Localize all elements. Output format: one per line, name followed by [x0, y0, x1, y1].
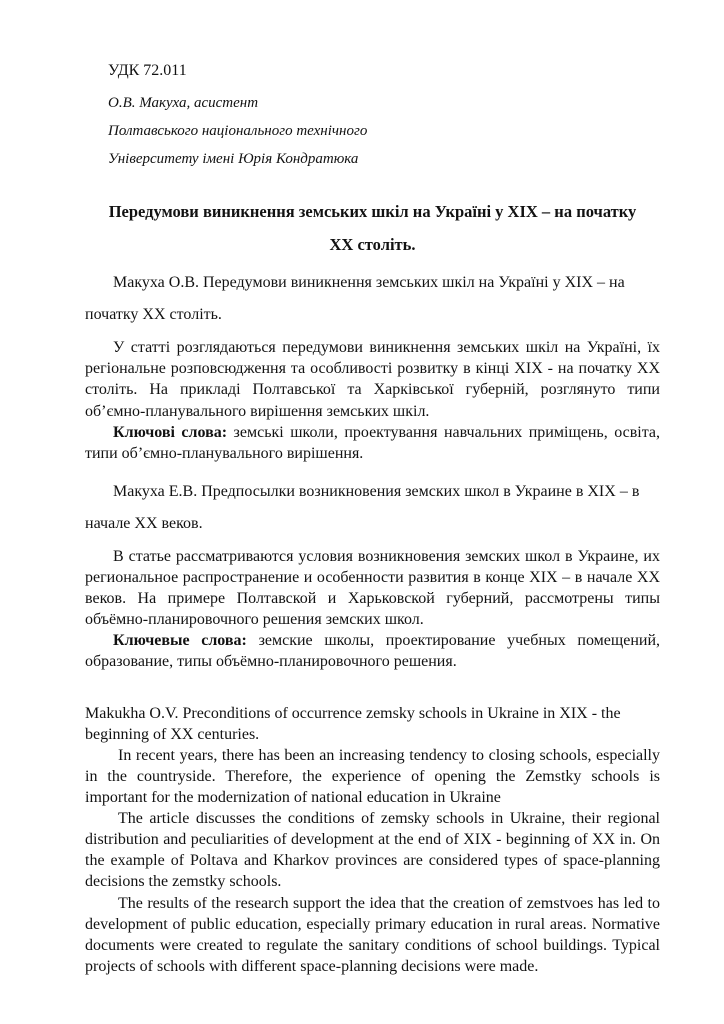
ru-keywords [85, 630, 660, 672]
en-paragraph-2: The article discusses the conditions of zemsky schools in Ukraine, their regional distribution and peculiarities of development at the end of XIX - beginning of XX in. On the example of Poltava and Kharkov provinces are considered types of space-planning decisions the zemstky schools. [85, 810, 660, 891]
english-abstract-section [85, 703, 660, 977]
ua-keywords-text: земські школи, проектування навчальних приміщень, освіта, типи об’ємно-планувального вирішення. [85, 423, 661, 462]
author-block [108, 90, 660, 173]
en-paragraph-1: In recent years, there has been an increasing tendency to closing schools, especially in the countryside. Therefore, the experience of opening the Zemstky schools is important for the modernization of national education in Ukraine [85, 746, 660, 806]
ru-keywords-text: земские школы, проектирование учебных помещений, образование, типы объёмно-планировочного решения. [85, 632, 661, 671]
author-name-line: О.В. Макуха, асистент [108, 95, 259, 111]
ua-keywords [85, 422, 660, 464]
ru-abstract: В статье рассматриваются условия возникновения земских школ в Украине, их региональное распространение и особенности развития в конце XIX – в начале XX веков. На примере Полтавской и Харьковской губерний, рассмотрены типы объёмно-планировочного решения земских школ. [85, 547, 660, 629]
ua-keywords-label: Ключові слова: [113, 423, 228, 441]
ua-abstract: У статті розглядаються передумови виникнення земських шкіл на Україні, їх регіональне розповсюдження та особливості розвитку в кінці XIX - на початку XX століть. На прикладі Полтавської та Харківської губерній, розглянуто типи об’ємно-планувального вирішення земських шкіл. [85, 339, 660, 420]
ru-citation: Макуха Е.В. Предпосылки возникновения земских школ в Украине в XIX – в начале XX веков. [85, 482, 640, 532]
author-affiliation-line-1: Полтавського національного технічного [108, 122, 368, 139]
udc-code: УДК 72.011 [108, 62, 187, 79]
en-citation: Makukha O.V. Preconditions of occurrence zemsky schools in Ukraine in XIX - the beginning of XX centuries. [85, 704, 621, 743]
ua-citation: Макуха О.В. Передумови виникнення земських шкіл на Україні у XIX – на початку XX століть. [85, 274, 625, 324]
ru-keywords-label: Ключевые слова: [113, 632, 247, 650]
article-title: Передумови виникнення земських шкіл на Україні у XIX – на початку XX століть. [108, 202, 637, 255]
author-affiliation-line-2: Університету імені Юрія Кондратюка [108, 150, 359, 167]
en-paragraph-3: The results of the research support the idea that the creation of zemstvoes has led to development of public education, especially primary education in rural areas. Normative documents were created to regulate the sanitary conditions of school buildings. Typical projects of schools with different space-planning decisions were made. [85, 894, 660, 975]
